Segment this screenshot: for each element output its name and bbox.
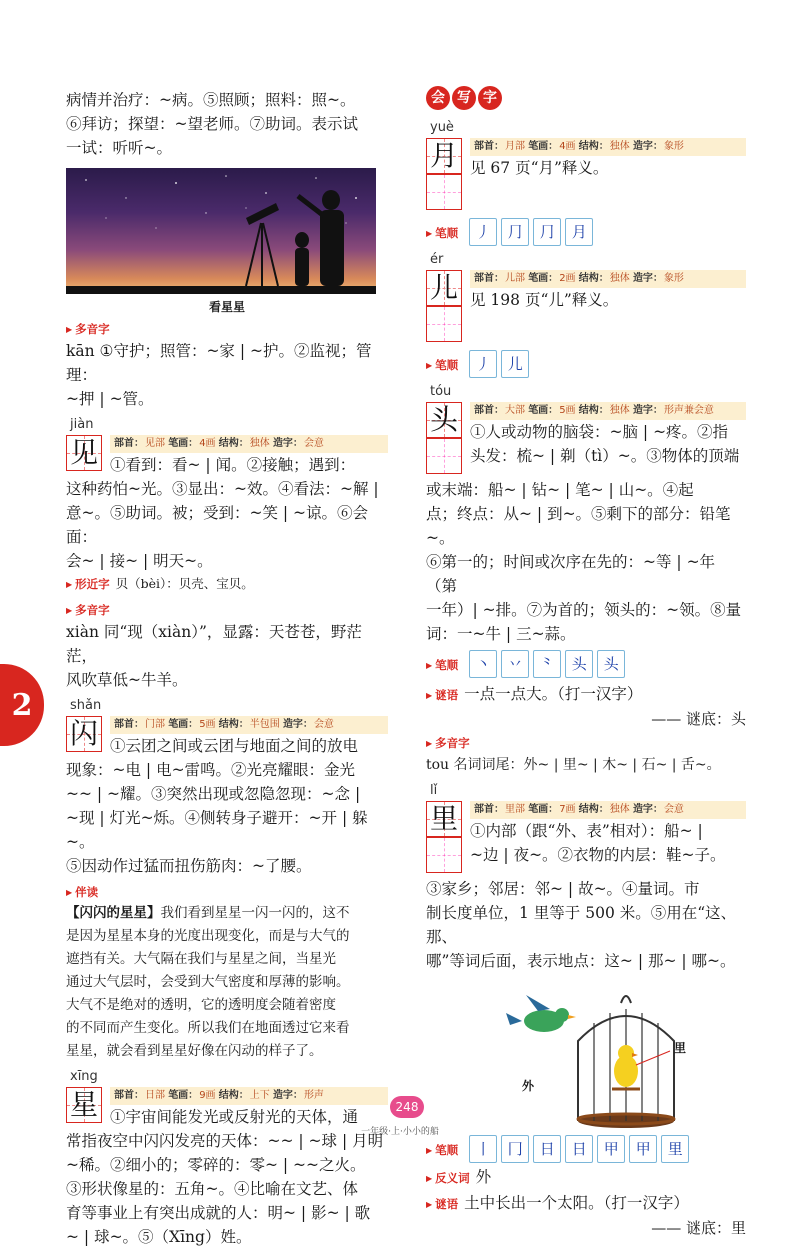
definition-line: 词：一~牛 | 三~蒜。 [426,625,576,643]
polyphone-line: 风吹草低~牛羊。 [66,671,188,689]
riddle-tag: ▶ 谜语 [426,1197,458,1211]
entry-li [426,801,746,877]
char-box: 里 [426,801,462,837]
definition-line: 育等事业上有突出成就的人：明~ | 影~ | 歌 [66,1204,371,1222]
definition-line: 常指夜空中闪闪发亮的天体：~~ | ~球 | 月明 [66,1132,384,1150]
definition-line: 会~ | 接~ | 明天~。 [66,552,213,570]
definition-line: ③家乡；邻居：邻~ | 故~。④量词。市 [426,880,700,898]
pinyin-er: ér [430,252,444,267]
stargazing-illustration [66,168,376,294]
left-column [66,88,388,1249]
stroke-order-tag: ▶ 笔顺 [426,226,458,240]
definition-line: ~~ | ~耀。③突然出现或忽隐忽现：~念 | [66,785,361,803]
definition-line: ①宇宙间能发光或反射光的天体，通 [110,1108,359,1126]
pinyin-yue: yuè [430,120,454,135]
polyphone-line: xiàn 同“现（xiàn）”，显露：天苍苍，野茫茫， [66,623,362,665]
char-info: 部首：月部 笔画：4画 结构：独体 造字：象形 [470,138,746,156]
page-number: 248 [390,1096,424,1118]
riddle-answer: —— 谜底：里 [651,1219,746,1237]
definition-line: 见 67 页“月”释义。 [470,159,609,177]
definition-line: ①内部（跟“外、表”相对）：船~ | [470,822,703,840]
definition-line: 一年）| ~排。⑦为首的；领头的：~领。⑧量 [426,601,742,619]
definition-line: ①人或动物的脑袋：~脑 | ~疼。②指 [470,423,729,441]
practice-grid [426,306,462,342]
definition-line: ~ | 球~。⑤（Xīng）姓。 [66,1228,252,1246]
pinyin-shan: shǎn [70,698,102,713]
definition-line: 哪”等词后面，表示地点：这~ | 那~ | 哪~。 [426,952,736,970]
similar-char-text: 贝（bèi）：贝壳、宝贝。 [115,576,254,591]
definition-line: ⑤因动作过猛而扭伤筋肉：~了腰。 [66,857,312,875]
definition-line: ~边 | 夜~。②衣物的内层：鞋~子。 [470,846,726,864]
unit-tab: 2 [0,664,44,746]
stargazing-photo [66,168,376,294]
entry-jian [66,435,388,477]
pinyin-xing: xīng [70,1069,98,1084]
reading-passage: 【闪闪的星星】我们看到星星一闪一闪的，这不 是因为星星本身的光度出现变化，而是与大气的 遮挡有关。大气隔在我们与星星之间，当星光 通过大气层时，会受到大气密度和厚薄的影响。 大气不是绝对的透明，它的透明度会随着密度 的不同而产生变化。所以我们在地面透过它来看 星星，就会看到星星好像在闪动的样子了。 [66,905,350,1059]
stroke-order-tag: ▶ 笔顺 [426,658,458,672]
polyphone-line: ~押 | ~管。 [66,390,154,408]
stroke-order: 丿 ⺆ ⺆ 月 [469,218,593,246]
label-outside: 外 [522,1079,535,1093]
reading-title: 【闪闪的星星】 [66,905,161,921]
antonym-tag: ▶ 反义词 [426,1171,470,1185]
intro-line: ⑥拜访；探望：~望老师。⑦助词。表示试 [66,115,358,133]
char-box: 头 [426,402,462,438]
riddle-answer: —— 谜底：头 [651,710,746,728]
char-info: 部首：日部 笔画：9画 结构：上下 造字：形声 [110,1087,388,1105]
riddle-text: 土中长出一个太阳。（打一汉字） [464,1194,689,1212]
entry-tou [426,402,746,478]
practice-grid [426,438,462,474]
definition-line: ①云团之间或云团与地面之间的放电 [110,737,359,755]
stroke-order: 丿 儿 [469,350,529,378]
polyphone-tag: ▶ 多音字 [66,602,388,618]
char-box: 闪 [66,716,102,752]
entry-er [426,270,746,346]
definition-line: 现象：~电 | 电~雷鸣。②光亮耀眼：金光 [66,761,356,779]
entry-shan [66,716,388,758]
reading-tag: ▶ 伴读 [66,884,388,900]
book-title: 一年级·上·小小的船 [361,1127,439,1137]
pinyin-li: lǐ [430,783,438,798]
practice-grid [426,174,462,210]
char-box: 儿 [426,270,462,306]
polyphone-line: kān ①守护；照管：~家 | ~护。②监视；管理： [66,342,372,384]
char-info: 部首：见部 笔画：4画 结构：独体 造字：会意 [110,435,388,453]
definition-line: ③形状像星的：五角~。④比喻在文艺、体 [66,1180,358,1198]
char-info: 部首：门部 笔画：5画 结构：半包围 造字：会意 [110,716,388,734]
birdcage-illustration [426,981,746,1131]
stroke-order: 丶 丷 ⺀ 头 头 [469,650,625,678]
pinyin-jian: jiàn [70,417,94,432]
section-title: 会 写 字 [426,86,502,110]
photo-caption: 看星星 [208,300,245,314]
char-box: 星 [66,1087,102,1123]
pinyin-tou: tóu [430,384,452,399]
riddle-text: 一点一点大。（打一汉字） [464,685,643,703]
similar-char-tag: ▶ 形近字 [66,577,110,591]
antonym-text: 外 [475,1168,492,1186]
definition-line: 意~。⑤助词。被；受到：~笑 | ~谅。⑥会面： [66,504,369,546]
label-inside: 里 [674,1041,687,1055]
char-info: 部首：大部 笔画：5画 结构：独体 造字：形声兼会意 [470,402,746,420]
char-info: 部首：儿部 笔画：2画 结构：独体 造字：象形 [470,270,746,288]
definition-line: ~现 | 灯光~烁。④侧转身子避开：~开 | 躲~。 [66,809,368,851]
definition-line: 头发：梳~ | 剃（tì）~。③物体的顶端 [470,447,740,465]
polyphone-line: tou 名词词尾：外~ | 里~ | 木~ | 石~ | 舌~。 [426,757,721,773]
right-column [426,86,746,1238]
birdcage-icon [426,981,746,1131]
definition-line: ~稀。②细小的；零碎的：零~ | ~~之火。 [66,1156,366,1174]
definition-line: 或末端：船~ | 钻~ | 笔~ | 山~。④起 [426,481,694,499]
polyphone-tag: ▶ 多音字 [66,321,388,337]
definition-line: 这种药怕~光。③显出：~效。④看法：~解 | [66,480,379,498]
char-box: 月 [426,138,462,174]
riddle-tag: ▶ 谜语 [426,688,458,702]
practice-grid [426,837,462,873]
stroke-order-tag: ▶ 笔顺 [426,358,458,372]
entry-xing [66,1087,388,1129]
stroke-order-tag: ▶ 笔顺 [426,1143,458,1157]
definition-line: 见 198 页“儿”释义。 [470,291,619,309]
char-box: 见 [66,435,102,471]
definition-line: ①看到：看~ | 闻。②接触；遇到： [110,456,356,474]
stroke-order: 丨 冂 日 日 甲 甲 里 [469,1135,689,1163]
definition-line: ⑥第一的；时间或次序在先的：~等 | ~年（第 [426,553,716,595]
intro-line: 病情并治疗：~病。⑤照顾；照料：照~。 [66,91,356,109]
char-info: 部首：里部 笔画：7画 结构：独体 造字：会意 [470,801,746,819]
definition-line: 点；终点：从~ | 到~。⑤剩下的部分：铅笔~。 [426,505,731,547]
definition-line: 制长度单位，1 里等于 500 米。⑤用在“这、那、 [426,904,737,946]
polyphone-tag: ▶ 多音字 [426,735,746,751]
intro-line: 一试：听听~。 [66,139,172,157]
entry-yue [426,138,746,214]
